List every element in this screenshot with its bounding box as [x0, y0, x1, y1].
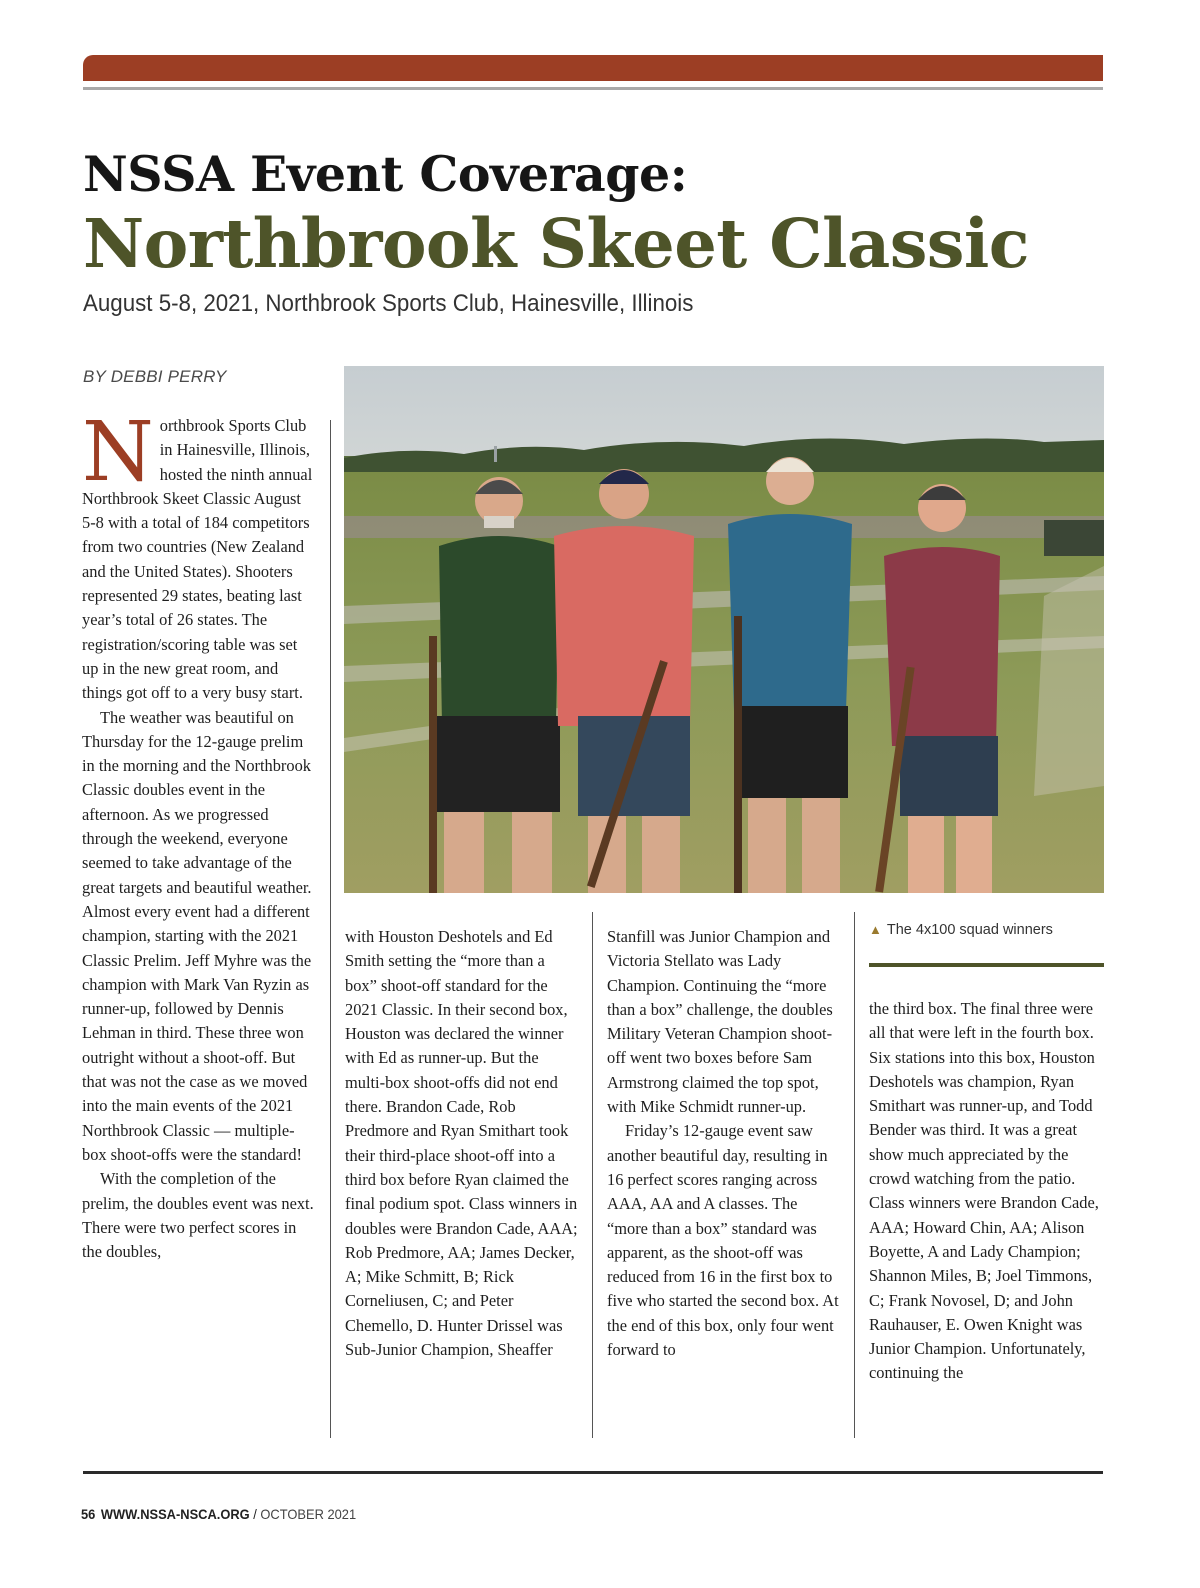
paragraph: with Houston Deshotels and Ed Smith setting the “more than a box” shoot-off standard for the 2021 Classic. In their second box, Houston was declared the winner with Ed as runner-up. But the multi-box shoot-offs did not end there. Brandon Cade, Rob Predmore and Ryan Smithart took their third-place shoot-off into a third box before Ryan claimed the final podium spot. Class winners in doubles were Brandon Cade, AAA; Rob Predmore, AA; James Decker, A; Mike Schmitt, B; Rick Corneliusen, C; and Peter Chemello, D. Hunter Drissel was Sub-Junior Champion, Sheaffer	[345, 927, 578, 1360]
page-number: 56	[81, 1506, 96, 1522]
paragraph: The weather was beautiful on Thursday for the 12-gauge prelim in the morning and the Northbrook Classic doubles event in the afternoon. As we progressed through the weekend, everyone seemed to take advantage of the great targets and beautiful weather. Almost every event had a different champion, starting with the 2021 Classic Prelim. Jeff Myhre was the champion with Mark Van Ryzin as runner-up, followed by Dennis Lehman in third. These three won outright without a shoot-off. But that was not the case as we moved into the main events of the 2021 Northbrook Classic — multiple-box shoot-offs were the standard!	[82, 707, 312, 1164]
paragraph: With the completion of the prelim, the doubles event was next. There were two perfect scores in the doubles,	[82, 1169, 314, 1262]
column-divider	[854, 912, 855, 1438]
article-title: Northbrook Skeet Classic	[83, 204, 1029, 283]
drop-cap: N	[82, 405, 154, 500]
photo-illustration	[344, 366, 1104, 893]
photo-caption	[869, 922, 1053, 938]
caption-rule	[869, 963, 1104, 967]
paragraph	[82, 405, 317, 706]
event-dateline: August 5-8, 2021, Northbrook Sports Club, Hainesville, Illinois	[83, 290, 694, 317]
page-footer	[81, 1506, 356, 1522]
footer-rule	[83, 1471, 1103, 1474]
column-divider	[330, 420, 331, 1438]
article-column-1	[82, 405, 317, 1264]
column-divider	[592, 912, 593, 1438]
article-column-4	[869, 997, 1104, 1386]
footer-separator: /	[249, 1506, 261, 1522]
paragraph: Stanfill was Junior Champion and Victoria Stellato was Lady Champion. Continuing the “more than a box” challenge, the doubles Military Veteran Champion shoot-off went two boxes before Sam Armstrong claimed the top spot, with Mike Schmidt runner-up.	[607, 927, 833, 1117]
website-link[interactable]: WWW.NSSA-NSCA.ORG	[100, 1506, 250, 1522]
article-column-2	[345, 925, 580, 1362]
squad-winners-photo	[344, 366, 1104, 893]
issue-date: OCTOBER 2021	[260, 1506, 357, 1522]
caption-text: The 4x100 squad winners	[886, 922, 1053, 938]
header-rule	[83, 87, 1103, 90]
paragraph: Friday’s 12-gauge event saw another beautiful day, resulting in 16 perfect scores ranging across AAA, AA and A classes. The “more than a box” standard was apparent, as the shoot-off was reduced from 16 in the first box to five who started the second box. At the end of this box, only four went forward to	[607, 1121, 839, 1360]
paragraph: the third box. The final three were all that were left in the fourth box. Six stations into this box, Houston Deshotels was champion, Ryan Smithart was runner-up, and Todd Bender was third. It was a great show much appreciated by the crowd watching from the patio. Class winners were Brandon Cade, AAA; Howard Chin, AA; Alison Boyette, A and Lady Champion; Shannon Miles, B; Joel Timmons, C; Frank Novosel, D; and John Rauhauser, E. Owen Knight was Junior Champion. Unfortunately, continuing the	[869, 999, 1099, 1383]
article-column-3	[607, 925, 842, 1362]
paragraph-text: orthbrook Sports Club in Hainesville, Illinois, hosted the ninth annual Northbrook Skeet Classic August 5-8 with a total of 184 competitors from two countries (New Zealand and the United States). Shooters represented 29 states, beating last year’s total of 26 states. The registration/scoring table was set up in the new great room, and things got off to a very busy start.	[82, 416, 313, 703]
author-byline: BY DEBBI PERRY	[83, 367, 227, 386]
header-accent-bar	[83, 55, 1103, 81]
caption-triangle-icon: ▲	[869, 922, 882, 937]
section-kicker: NSSA Event Coverage:	[83, 145, 688, 203]
